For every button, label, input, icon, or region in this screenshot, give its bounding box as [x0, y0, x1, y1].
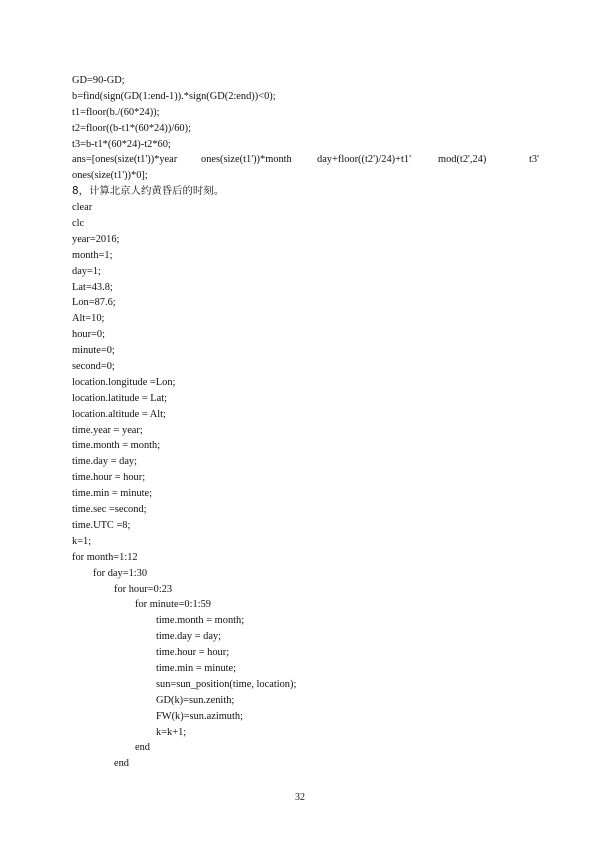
inner-code-line: GD(k)=sun.zenith;: [156, 694, 235, 706]
code-line: Lon=87.6;: [72, 297, 116, 309]
ans-segment-minute: t3': [529, 154, 539, 166]
code-line: time.day = day;: [72, 456, 138, 468]
code-line: clc: [72, 218, 85, 230]
ans-segment-month: ones(size(t1'))*month: [201, 154, 292, 166]
inner-code-line: k=k+1;: [156, 726, 187, 738]
inner-code-line: FW(k)=sun.azimuth;: [156, 710, 243, 722]
code-line: time.min = minute;: [72, 488, 153, 500]
code-line: t1=floor(b./(60*24));: [72, 106, 160, 118]
code-line: minute=0;: [72, 345, 115, 357]
inner-code-line: time.month = month;: [156, 615, 245, 627]
ans-segment-hour: mod(t2',24): [438, 154, 487, 166]
loop-hour-line: for hour=0:23: [114, 583, 173, 595]
ans-segment-year: ans=[ones(size(t1'))*year: [72, 154, 178, 166]
end-hour-loop-line: end: [114, 758, 130, 770]
code-line: location.latitude = Lat;: [72, 392, 168, 404]
code-line: b=find(sign(GD(1:end-1)).*sign(GD(2:end))<0);: [72, 90, 276, 102]
ans-continuation-line: ones(size(t1'))*0];: [72, 170, 148, 182]
loop-minute-line: for minute=0:1:59: [135, 599, 211, 611]
code-line: k=1;: [72, 535, 92, 547]
code-line: time.UTC =8;: [72, 519, 131, 531]
code-line: Lat=43.8;: [72, 281, 113, 293]
code-line: t2=floor((b-t1*(60*24))/60);: [72, 122, 191, 134]
inner-code-line: time.hour = hour;: [156, 647, 230, 659]
ans-assignment-line: [72, 152, 542, 168]
code-line: time.hour = hour;: [72, 472, 146, 484]
code-line: location.longitude =Lon;: [72, 376, 176, 388]
code-line: time.sec =second;: [72, 504, 147, 516]
page-number: 32: [295, 792, 305, 803]
inner-code-line: time.min = minute;: [156, 662, 237, 674]
code-line: hour=0;: [72, 329, 105, 341]
code-line: second=0;: [72, 361, 115, 373]
code-line: location.altitude = Alt;: [72, 408, 166, 420]
code-line: GD=90-GD;: [72, 75, 125, 86]
code-line: month=1;: [72, 249, 113, 261]
code-line: time.month = month;: [72, 440, 161, 452]
code-line: year=2016;: [72, 233, 120, 245]
code-line: clear: [72, 202, 93, 214]
code-line: Alt=10;: [72, 313, 105, 325]
code-line: day=1;: [72, 265, 101, 277]
section-heading: 8，计算北京人约黄昏后的时刻。: [72, 185, 225, 198]
ans-segment-day: day+floor((t2')/24)+t1': [317, 154, 411, 166]
inner-code-line: time.day = day;: [156, 631, 222, 643]
code-line: for month=1:12: [72, 551, 138, 563]
code-line: time.year = year;: [72, 424, 143, 436]
code-line: t3=b-t1*(60*24)-t2*60;: [72, 138, 171, 150]
loop-day-line: for day=1:30: [93, 567, 148, 579]
end-minute-loop-line: end: [135, 742, 151, 754]
inner-code-line: sun=sun_position(time, location);: [156, 678, 297, 690]
code-listing: [72, 73, 542, 772]
